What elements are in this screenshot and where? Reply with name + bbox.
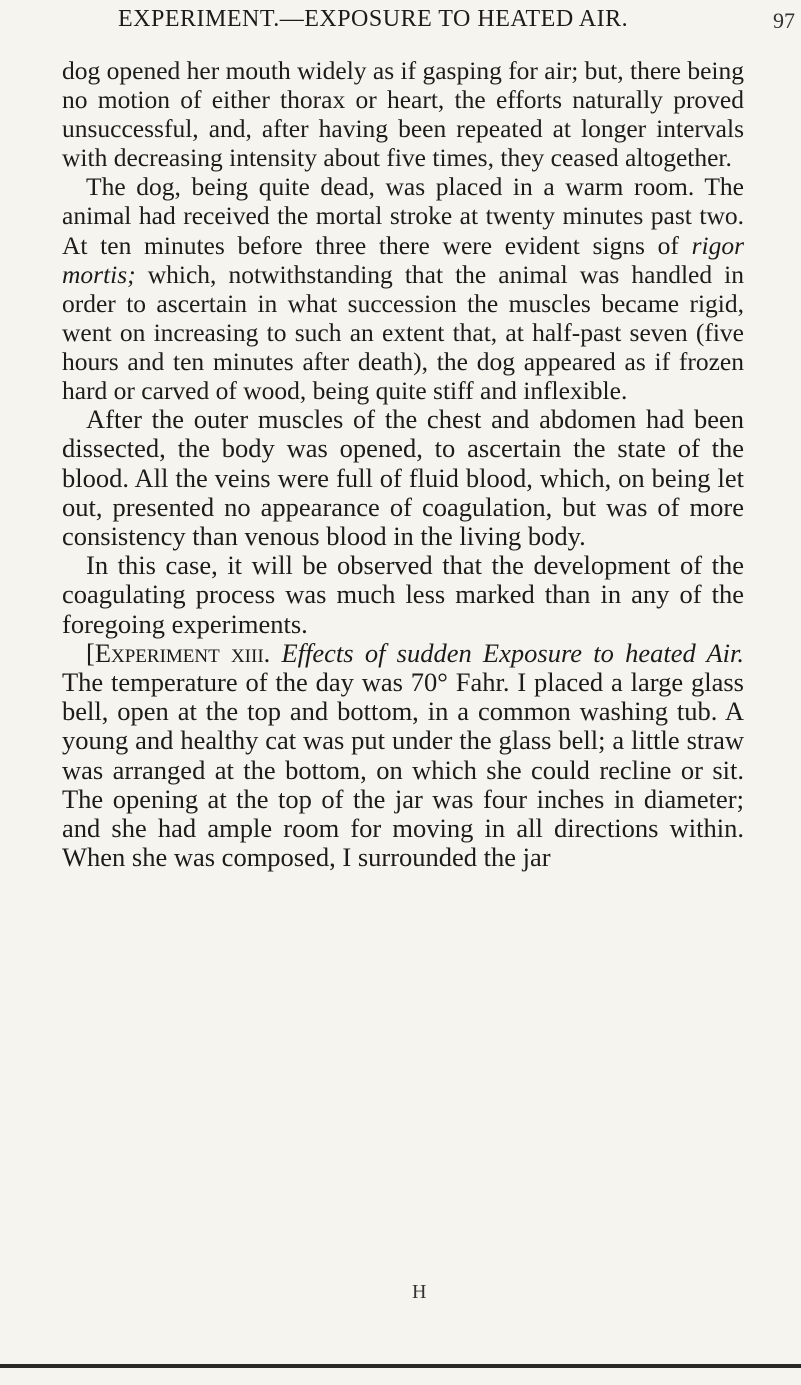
experiment-title: Effects of sudden Exposure to heated Air. xyxy=(281,637,744,668)
paragraph-2-italic: rigor mortis; xyxy=(62,230,744,289)
body-text xyxy=(62,56,744,872)
page-number: 97 xyxy=(773,8,795,33)
paragraph-5-text: The temperature of the day was 70° Fahr. I placed a large glass bell, open at the top and bottom, in a common washing tub. A young and healthy cat was put under the glass bell; a little straw was arranged at the bottom, on which she could recline or sit. The opening at the top of the jar was four inches in diameter; and she had ample room for moving in all directions within. When she was composed, I surrounded the jar xyxy=(62,666,744,873)
paragraph-1: dog opened her mouth widely as if gasping for air; but, there being no motion of either thorax or heart, the efforts naturally proved unsuccessful, and, after having been repeated at longer intervals with decreasing intensity about five times, they ceased altogether. xyxy=(62,56,744,173)
signature-mark: H xyxy=(412,1281,427,1303)
running-title: EXPERIMENT.—EXPOSURE TO HEATED AIR. xyxy=(118,6,629,32)
paragraph-2 xyxy=(62,172,744,405)
paragraph-2-text-b: which, notwithstanding that the animal was handled in order to ascertain in what succession the muscles became rigid, went on increasing to such an extent that, at half-past seven (five hours and ten minutes after death), the dog appeared as if frozen hard or carved of wood, being quite stiff and inflexible. xyxy=(62,259,744,406)
bottom-rule xyxy=(0,1364,801,1368)
paragraph-5 xyxy=(62,639,744,873)
paragraph-4: In this case, it will be observed that the development of the coagulating process was much less marked than in any of the foregoing experiments. xyxy=(62,550,744,639)
experiment-heading: Experiment xiii. xyxy=(94,637,271,668)
paragraph-2-text-a: The dog, being quite dead, was placed in a warm room. The animal had received the mortal stroke at twenty minutes past two. At ten minutes before three there were evident signs of xyxy=(62,172,744,260)
running-head xyxy=(0,6,801,42)
bracket: [ xyxy=(86,637,95,668)
paragraph-3: After the outer muscles of the chest and abdomen had been dissected, the body was opened, to ascertain the state of the blood. All the veins were full of fluid blood, which, on being let out, presented no appearance of coagulation, but was of more consistency than venous blood in the living body. xyxy=(62,404,744,551)
